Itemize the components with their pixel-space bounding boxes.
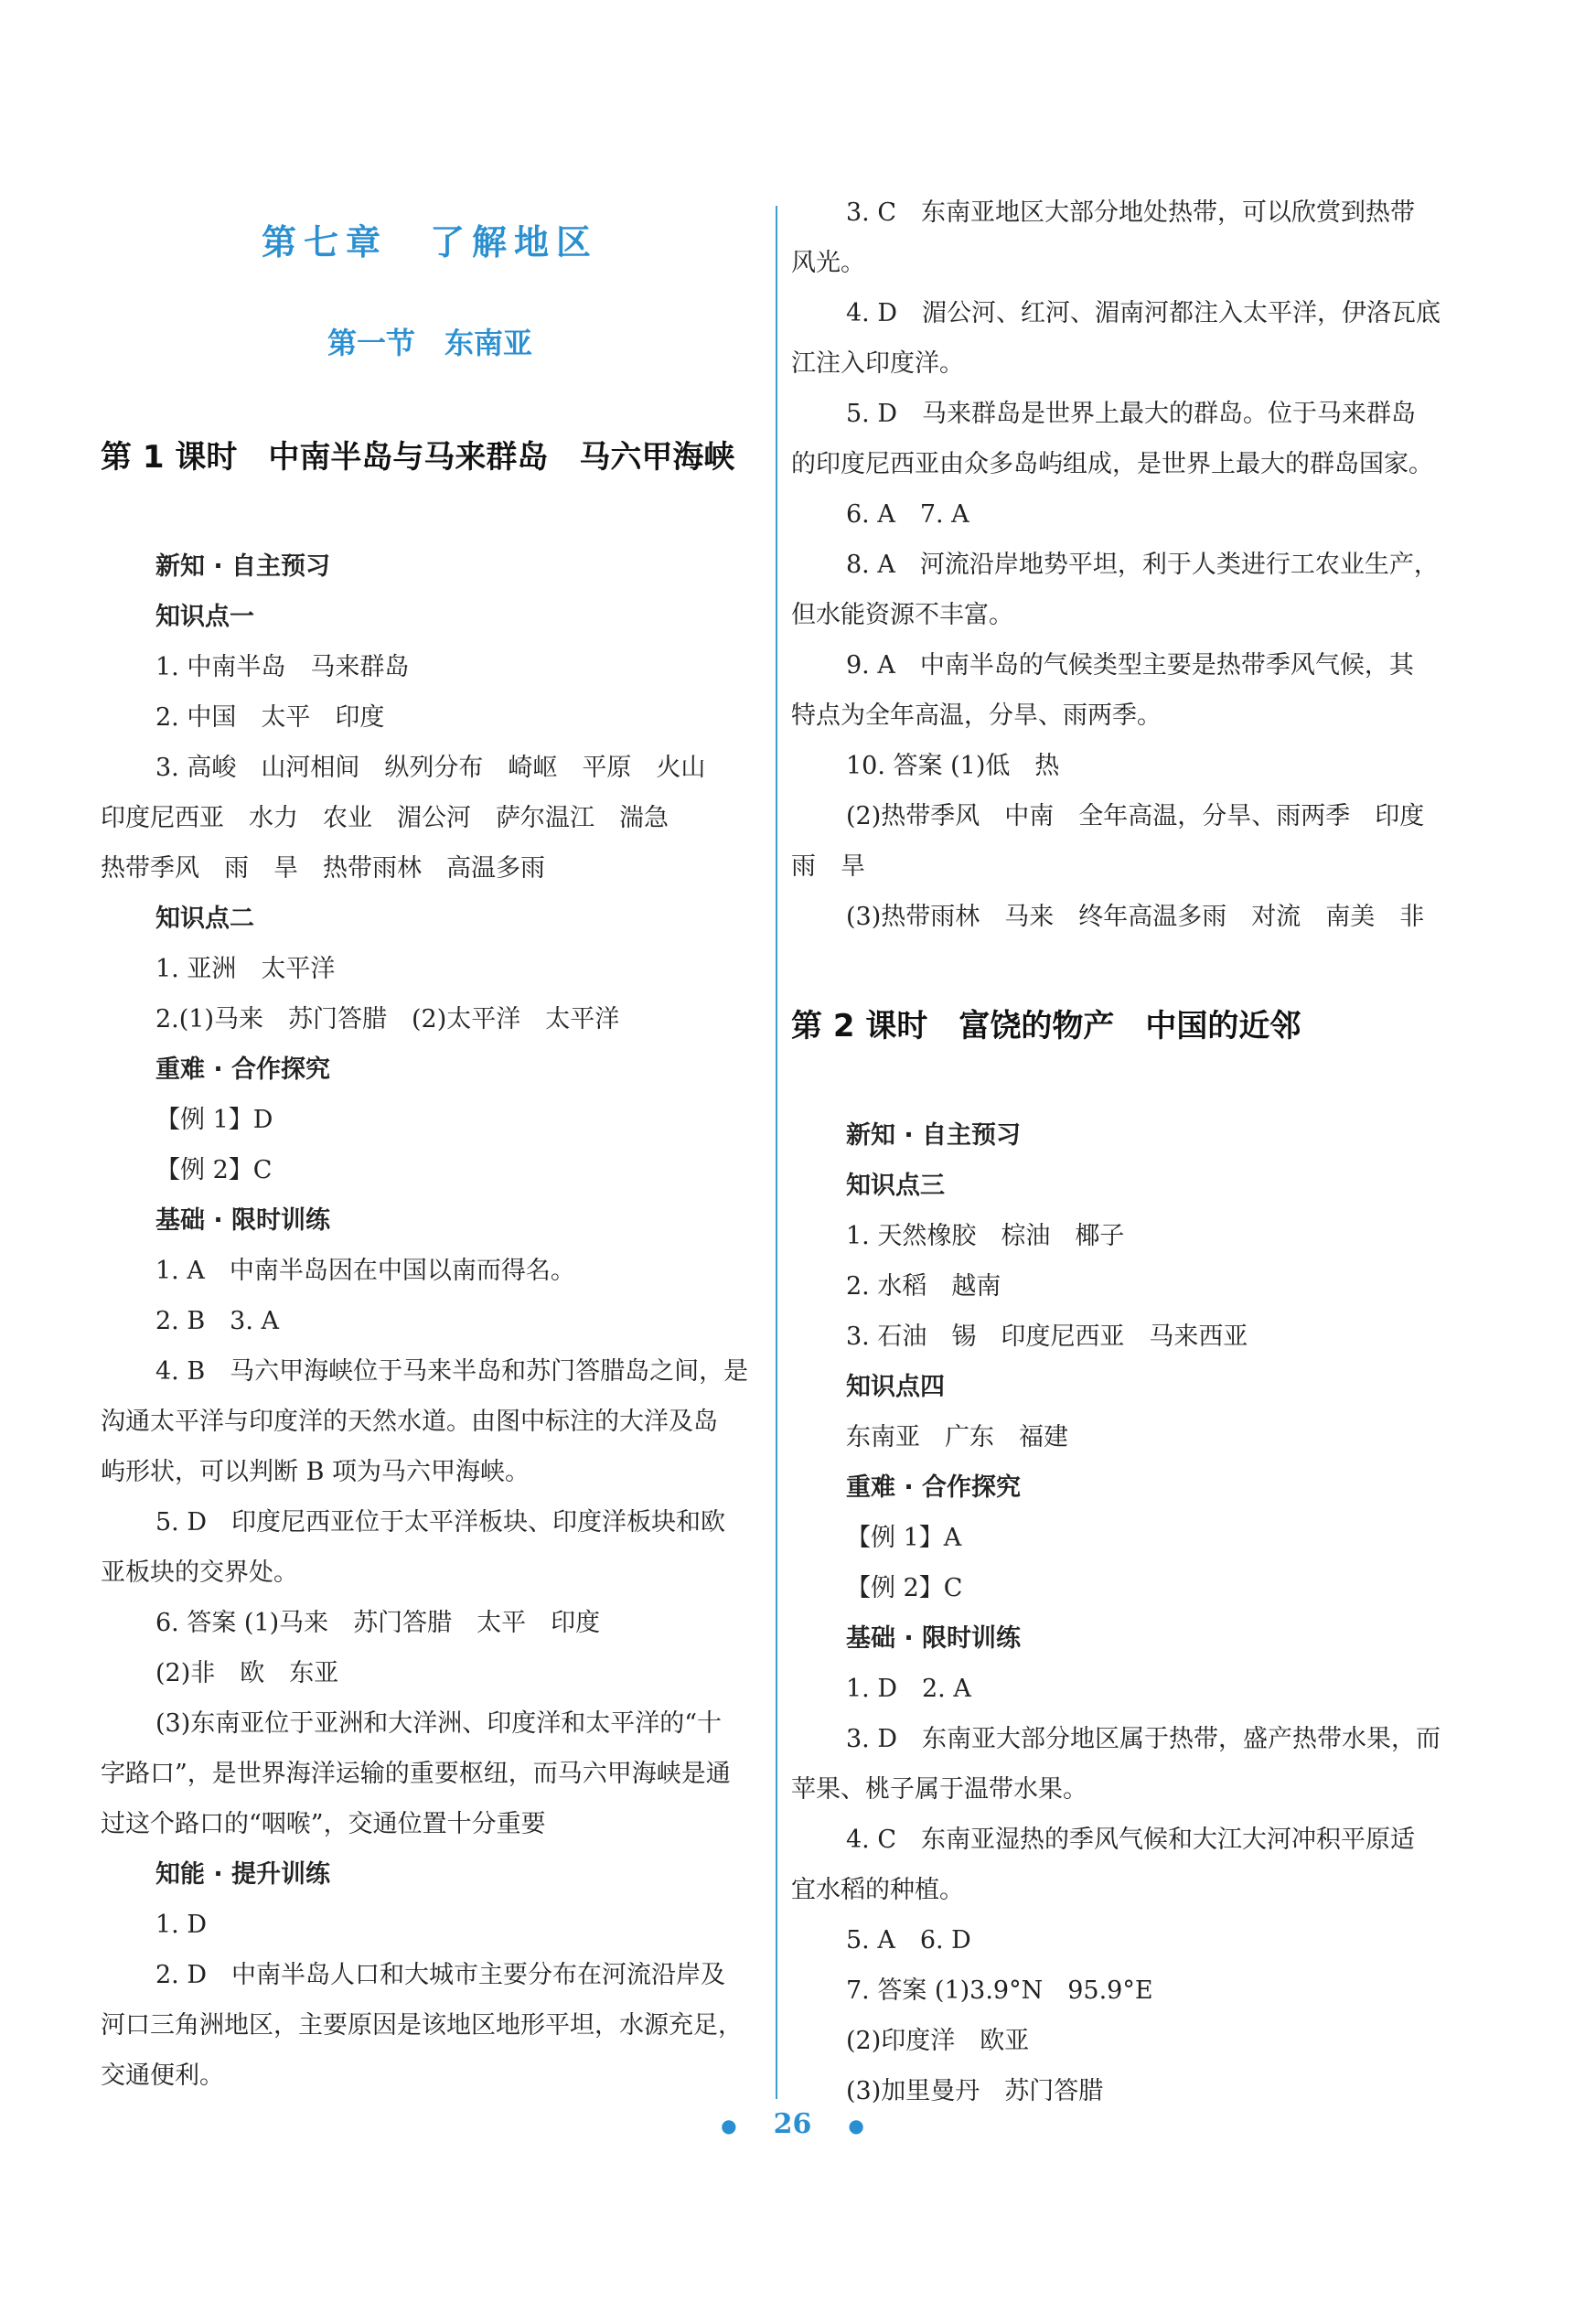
subsection-heading: 重难 · 合作探究 xyxy=(155,1055,331,1084)
column-divider xyxy=(776,206,777,2099)
right-answer-list-b xyxy=(791,1110,1450,2116)
answer-line: 【例 2】C xyxy=(846,1574,963,1602)
answer-line: 4. B 马六甲海峡位于马来半岛和苏门答腊岛之间，是 xyxy=(155,1357,749,1386)
answer-line: 宜水稻的种植。 xyxy=(791,1876,964,1904)
answer-line: (2)印度洋 欧亚 xyxy=(846,2027,1030,2055)
lesson-title-2: 第 2 课时 富饶的物产 中国的近邻 xyxy=(791,1008,1301,1044)
subsection-heading: 新知 · 自主预习 xyxy=(846,1121,1022,1150)
answer-line: 4. D 湄公河、红河、湄南河都注入太平洋，伊洛瓦底 xyxy=(846,299,1440,327)
answer-line: 1. A 中南半岛因在中国以南而得名。 xyxy=(155,1257,575,1285)
answer-line: 8. A 河流沿岸地势平坦，利于人类进行工农业生产， xyxy=(846,551,1439,579)
answer-line: (3)加里曼丹 苏门答腊 xyxy=(846,2077,1104,2105)
subsection-heading: 知能 · 提升训练 xyxy=(155,1860,331,1889)
answer-line: 6. 答案 (1)马来 苏门答腊 太平 印度 xyxy=(155,1609,601,1637)
answer-line: 江注入印度洋。 xyxy=(791,349,964,378)
answer-line: 3. 高峻 山河相间 纵列分布 崎岖 平原 火山 xyxy=(155,754,706,782)
answer-line: 交通便利。 xyxy=(101,2062,224,2090)
answer-line: 【例 1】A xyxy=(846,1524,962,1552)
answer-line: 2. 水稻 越南 xyxy=(846,1272,1001,1301)
left-answer-list xyxy=(101,541,759,2101)
lesson-title-1: 第 1 课时 中南半岛与马来群岛 马六甲海峡 xyxy=(101,439,735,476)
page-number: 26 xyxy=(773,2108,812,2140)
page-footer xyxy=(0,2108,1585,2140)
chapter-title: 第七章 了解地区 xyxy=(261,221,598,262)
answer-line: 热带季风 雨 旱 热带雨林 高温多雨 xyxy=(101,854,545,883)
subsection-heading: 重难 · 合作探究 xyxy=(846,1473,1022,1502)
answer-line: 但水能资源不丰富。 xyxy=(791,601,1013,629)
subsection-heading: 基础 · 限时训练 xyxy=(155,1206,331,1235)
subsection-heading: 知识点四 xyxy=(846,1373,945,1401)
answer-line: 1. D xyxy=(155,1911,207,1939)
section-title: 第一节 东南亚 xyxy=(327,326,532,360)
left-column xyxy=(101,192,759,2101)
answer-line: (2)热带季风 中南 全年高温，分旱、雨两季 印度 xyxy=(846,802,1425,830)
subsection-heading: 知识点二 xyxy=(155,905,254,933)
answer-line: 9. A 中南半岛的气候类型主要是热带季风气候，其 xyxy=(846,651,1414,680)
right-column xyxy=(791,187,1450,2116)
answer-line: 字路口”，是世界海洋运输的重要枢纽，而马六甲海峡是通 xyxy=(101,1760,731,1788)
answer-line: (3)热带雨林 马来 终年高温多雨 对流 南美 非 xyxy=(846,903,1425,931)
answer-line: 1. 天然橡胶 棕油 椰子 xyxy=(846,1222,1125,1250)
answer-line: 雨 旱 xyxy=(791,852,865,881)
answer-line: 5. D 印度尼西亚位于太平洋板块、印度洋板块和欧 xyxy=(155,1508,725,1537)
answer-line: 1. D 2. A xyxy=(846,1675,971,1703)
answer-line: 风光。 xyxy=(791,249,865,277)
answer-line: 7. 答案 (1)3.9°N 95.9°E xyxy=(846,1976,1153,2005)
answer-line: 【例 1】D xyxy=(155,1106,273,1134)
footer-dot-icon: ● xyxy=(721,2115,737,2137)
answer-line: 2. 中国 太平 印度 xyxy=(155,703,385,732)
answer-line: 3. C 东南亚地区大部分地处热带，可以欣赏到热带 xyxy=(846,198,1416,227)
answer-line: 5. D 马来群岛是世界上最大的群岛。位于马来群岛 xyxy=(846,400,1416,428)
footer-dot-icon: ● xyxy=(848,2115,864,2137)
answer-line: 亚板块的交界处。 xyxy=(101,1558,298,1587)
subsection-heading: 基础 · 限时训练 xyxy=(846,1624,1022,1653)
answer-line: 2. D 中南半岛人口和大城市主要分布在河流沿岸及 xyxy=(155,1961,725,1989)
answer-line: (3)东南亚位于亚洲和大洋洲、印度洋和太平洋的“十 xyxy=(155,1709,723,1738)
answer-line: 沟通太平洋与印度洋的天然水道。由图中标注的大洋及岛 xyxy=(101,1408,718,1436)
answer-line: 2.(1)马来 苏门答腊 (2)太平洋 太平洋 xyxy=(155,1005,620,1033)
answer-line: 3. 石油 锡 印度尼西亚 马来西亚 xyxy=(846,1323,1248,1351)
subsection-heading: 新知 · 自主预习 xyxy=(155,552,331,581)
answer-line: 【例 2】C xyxy=(155,1156,273,1184)
answer-line: 10. 答案 (1)低 热 xyxy=(846,752,1060,780)
answer-line: 的印度尼西亚由众多岛屿组成，是世界上最大的群岛国家。 xyxy=(791,450,1433,478)
answer-line: (2)非 欧 东亚 xyxy=(155,1659,339,1687)
right-answer-list-a xyxy=(791,187,1450,942)
answer-line: 5. A 6. D xyxy=(846,1926,971,1955)
subsection-heading: 知识点三 xyxy=(846,1172,945,1200)
subsection-heading: 知识点一 xyxy=(155,603,254,631)
answer-line: 6. A 7. A xyxy=(846,500,969,529)
answer-line: 印度尼西亚 水力 农业 湄公河 萨尔温江 湍急 xyxy=(101,804,669,832)
answer-line: 1. 中南半岛 马来群岛 xyxy=(155,653,410,681)
answer-line: 特点为全年高温，分旱、雨两季。 xyxy=(791,701,1162,730)
answer-line: 4. C 东南亚湿热的季风气候和大江大河冲积平原适 xyxy=(846,1826,1416,1854)
answer-line: 河口三角洲地区，主要原因是该地区地形平坦，水源充足， xyxy=(101,2011,743,2040)
answer-line: 苹果、桃子属于温带水果。 xyxy=(791,1775,1087,1804)
answer-line: 过这个路口的“咽喉”，交通位置十分重要 xyxy=(101,1810,546,1838)
answer-line: 屿形状，可以判断 B 项为马六甲海峡。 xyxy=(101,1458,530,1486)
answer-line: 1. 亚洲 太平洋 xyxy=(155,955,336,983)
answer-line: 2. B 3. A xyxy=(155,1307,280,1335)
answer-line: 东南亚 广东 福建 xyxy=(846,1423,1068,1451)
answer-line: 3. D 东南亚大部分地区属于热带，盛产热带水果，而 xyxy=(846,1725,1440,1753)
